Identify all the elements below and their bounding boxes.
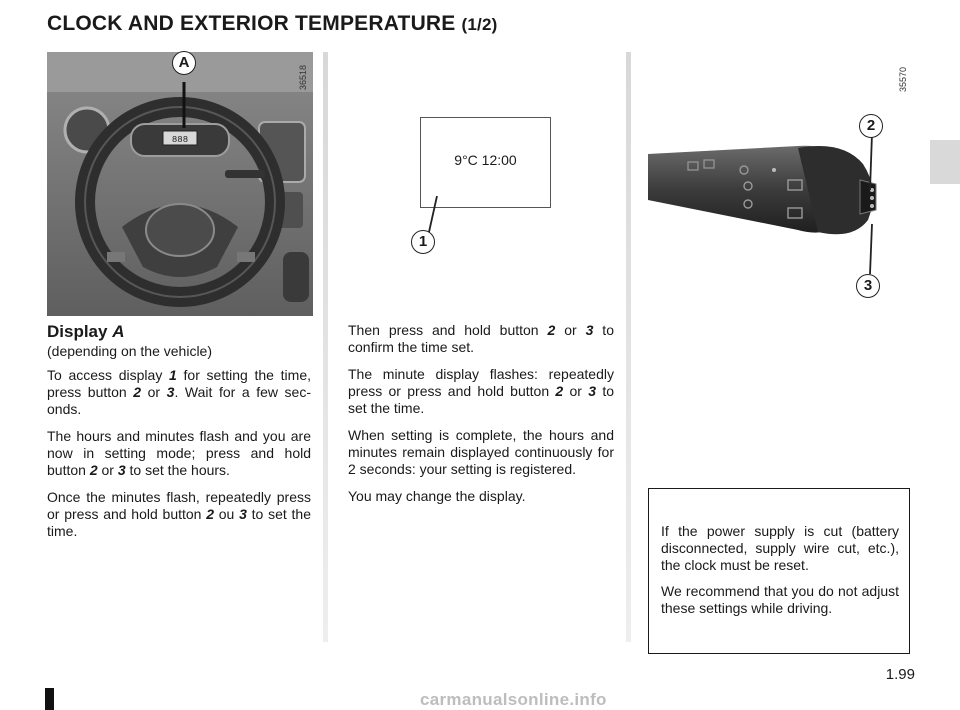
column-divider-left xyxy=(323,52,328,642)
callout-a xyxy=(172,51,196,75)
callout-1-label: 1 xyxy=(418,233,428,250)
page-number: 1.99 xyxy=(885,666,915,683)
watermark-text: carmanualsonline.info xyxy=(420,690,607,709)
column-left-text xyxy=(47,322,311,550)
warning-note-box xyxy=(648,488,910,654)
instruction-paragraph-5: The minute display flashes: repeatedly press or press and hold button 2 or 3 to set the time. xyxy=(348,366,614,416)
dashboard-illustration xyxy=(47,52,313,316)
image-code-right: 35570 xyxy=(898,66,908,92)
note-paragraph-2: We recommend that you do not adjust these settings while driving. xyxy=(661,583,899,616)
clock-display-text: 9°C 12:00 xyxy=(454,152,517,168)
title-page-indicator: (1/2) xyxy=(461,15,498,34)
note-paragraph-1: If the power supply is cut (battery disconnected, supply wire cut, etc.), the clock must be reset. xyxy=(661,523,899,573)
instruction-paragraph-1: To access display 1 for setting the time, press button 2 or 3. Wait for a few seconds. xyxy=(47,367,311,417)
page-title xyxy=(47,12,497,36)
callout-3-label: 3 xyxy=(863,277,873,294)
instruction-paragraph-7: You may change the display. xyxy=(348,488,526,504)
instruction-paragraph-2: The hours and minutes flash and you are now in setting mode; press and hold button 2 or 3 to set the hours. xyxy=(47,428,311,478)
section-subheading: (depending on the vehicle) xyxy=(47,343,213,359)
image-code-left: 36518 xyxy=(298,64,308,90)
section-tab xyxy=(930,140,960,184)
callout-1-leader xyxy=(425,196,445,236)
callout-2-leader xyxy=(860,134,880,194)
svg-text:888: 888 xyxy=(171,135,189,145)
callout-2-label: 2 xyxy=(866,117,876,134)
section-heading-letter: A xyxy=(112,322,125,341)
instruction-paragraph-4: Then press and hold button 2 or 3 to confirm the time set. xyxy=(348,322,614,355)
column-divider-right xyxy=(626,52,631,642)
margin-bar xyxy=(45,688,54,710)
section-heading xyxy=(47,322,311,342)
callout-2 xyxy=(859,114,883,138)
clock-display-box xyxy=(420,117,551,208)
callout-3-leader xyxy=(862,224,882,276)
callout-1 xyxy=(411,230,435,254)
title-text: CLOCK AND EXTERIOR TEMPERATURE xyxy=(47,12,456,35)
section-heading-text: Display xyxy=(47,322,108,341)
callout-3 xyxy=(856,274,880,298)
callout-a-label: A xyxy=(178,54,190,71)
instruction-paragraph-3: Once the minutes flash, repeatedly press or press and hold button 2 ou 3 to set the time. xyxy=(47,489,311,539)
instruction-paragraph-6: When setting is complete, the hours and minutes remain displayed continuously for 2 seconds: your setting is registered. xyxy=(348,427,614,477)
column-middle-text xyxy=(348,322,614,515)
wiper-stalk-illustration xyxy=(648,140,888,240)
